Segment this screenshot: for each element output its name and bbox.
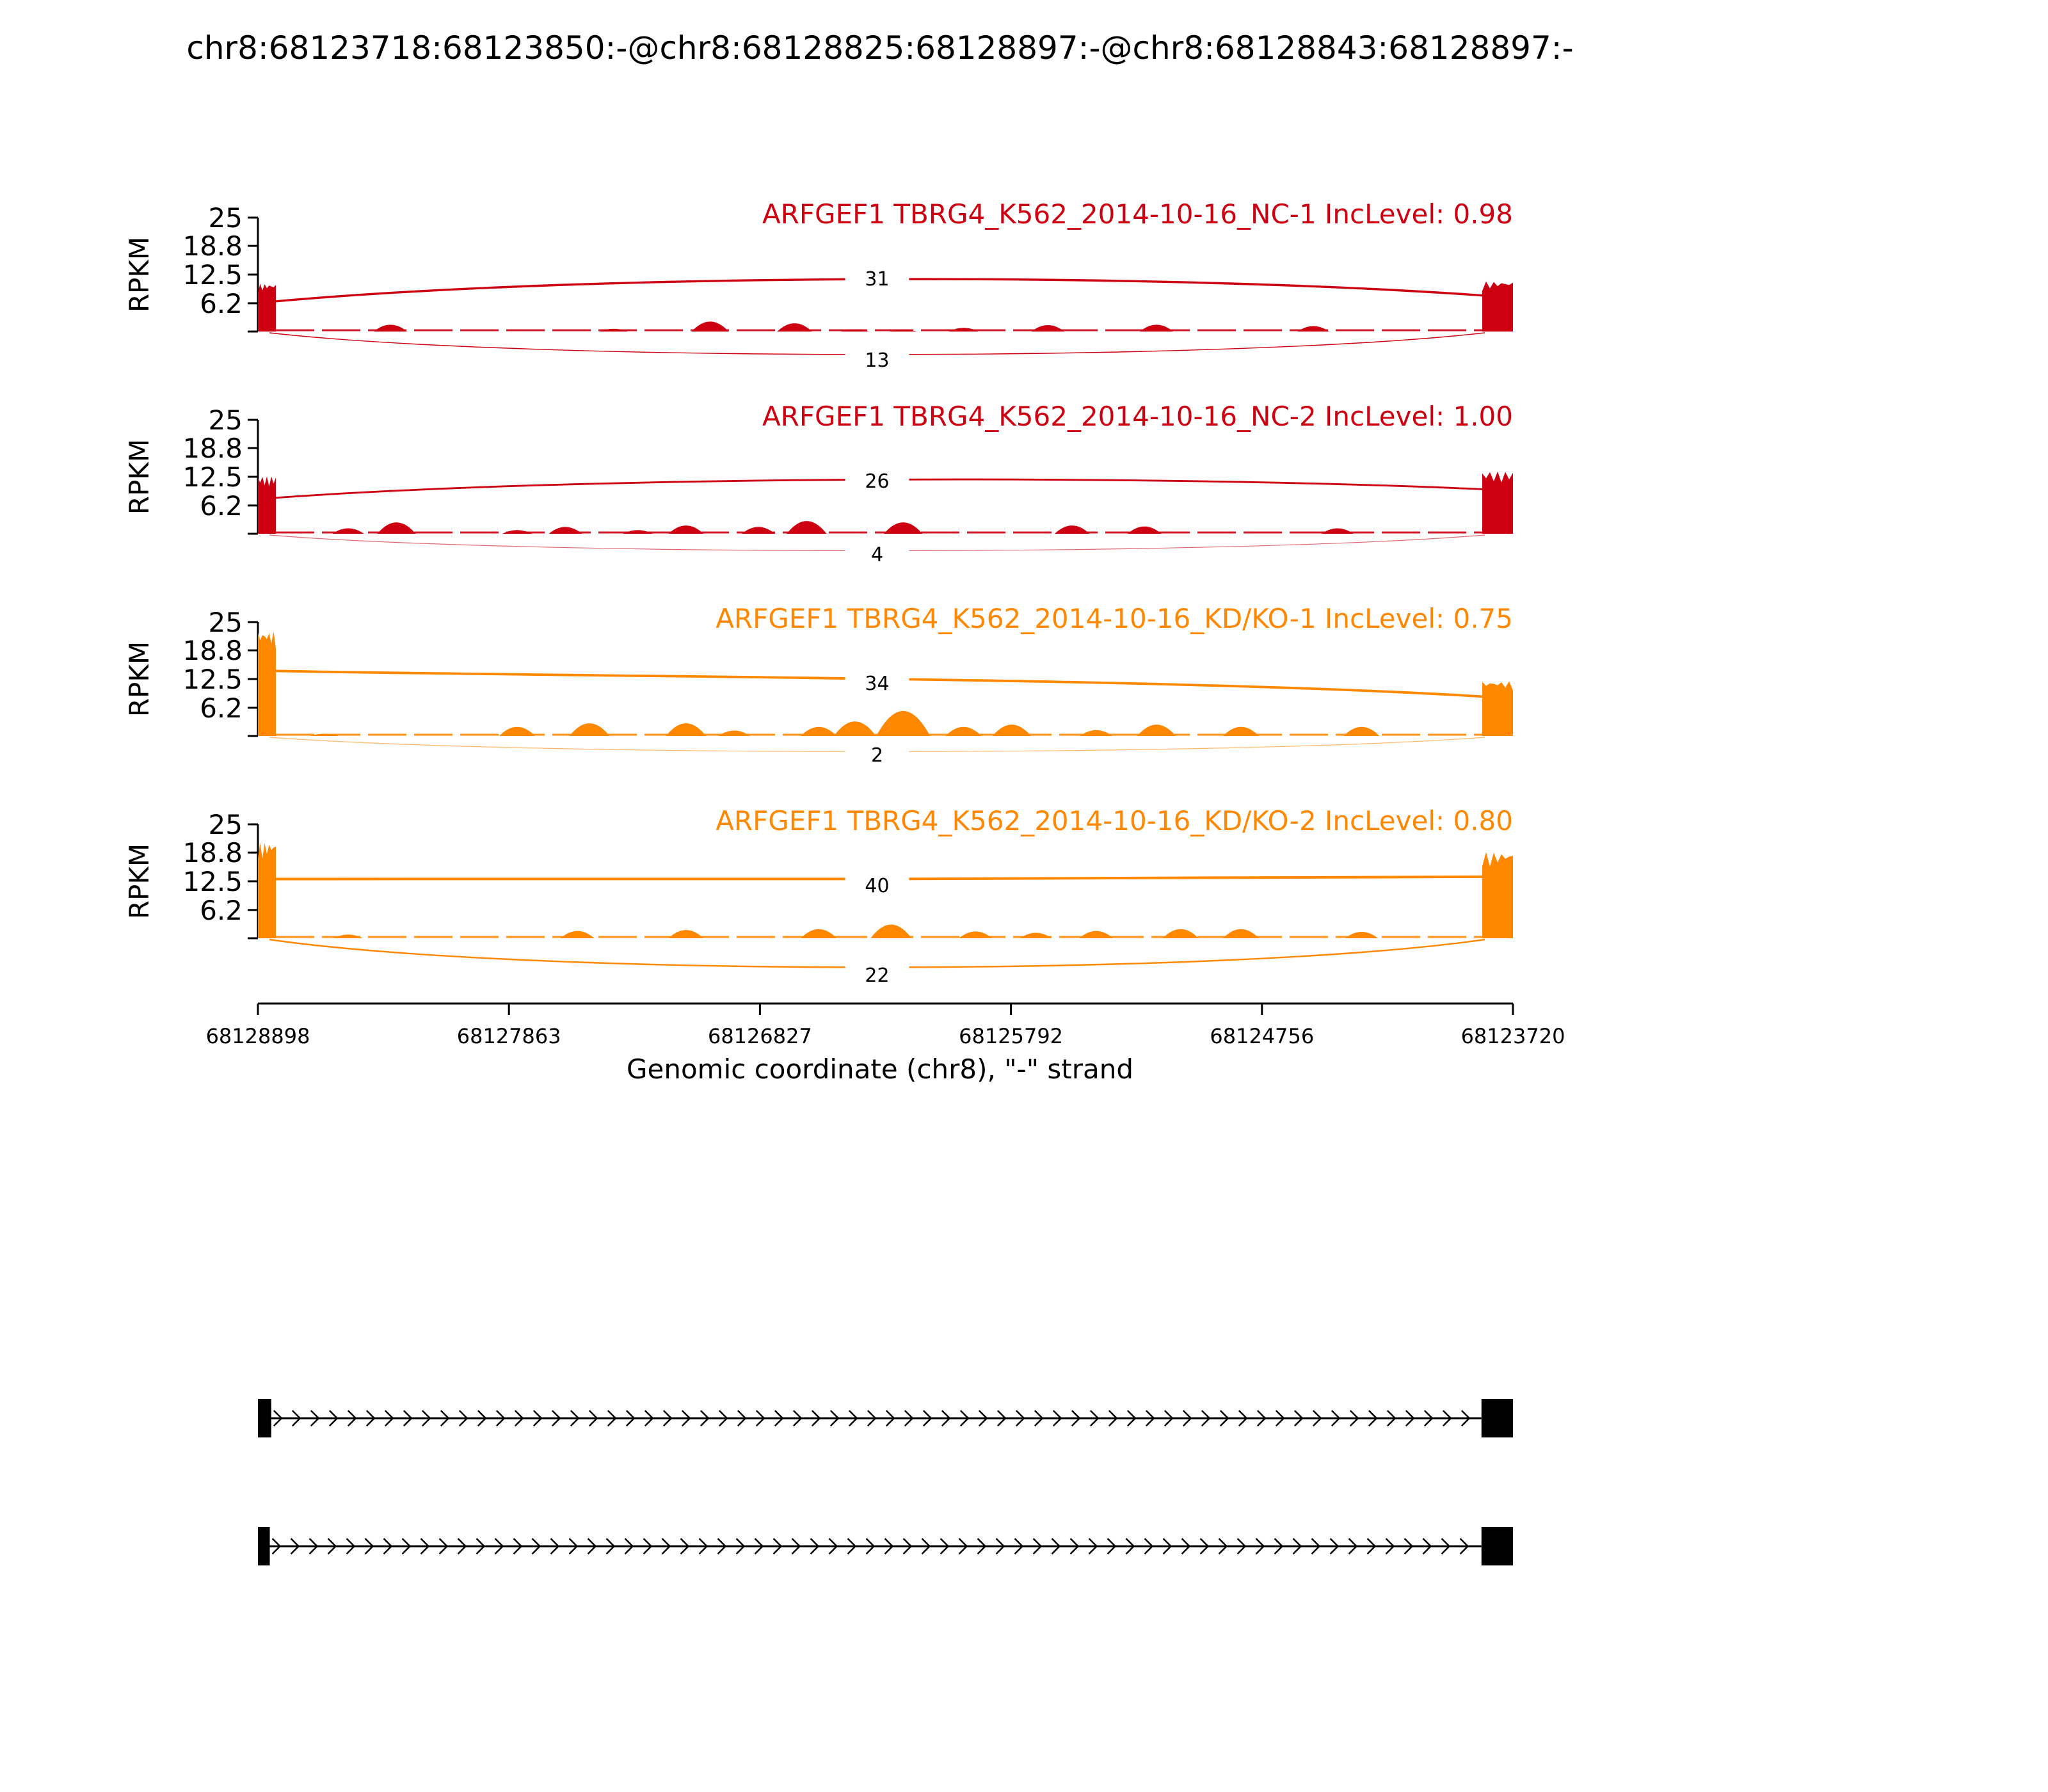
y-tick-label: 12.5 [182, 866, 243, 897]
junction-count-bottom: 22 [865, 964, 890, 987]
y-tick-label: 12.5 [182, 461, 243, 493]
y-tick-label: 18.8 [182, 230, 243, 262]
y-tick-label: 6.2 [200, 287, 243, 319]
x-axis-label: Genomic coordinate (chr8), "-" strand [626, 1053, 1134, 1085]
track-label: ARFGEF1 TBRG4_K562_2014-10-16_NC-1 IncLevel: 0.98 [762, 198, 1513, 230]
junction-count-top: 34 [865, 673, 890, 695]
coverage-exon-left [258, 284, 276, 332]
coverage-exon-right [1482, 682, 1513, 737]
y-axis-label: RPKM [124, 236, 155, 313]
y-tick-label: 25 [208, 202, 243, 234]
x-tick-label: 68124756 [1210, 1024, 1315, 1048]
y-tick-label: 18.8 [182, 837, 243, 869]
y-tick-label: 12.5 [182, 259, 243, 291]
y-tick-label: 12.5 [182, 664, 243, 695]
exon-right [1482, 1399, 1513, 1437]
track-label: ARFGEF1 TBRG4_K562_2014-10-16_NC-2 IncLevel: 1.00 [762, 401, 1513, 432]
junction-count-bottom: 2 [870, 744, 884, 767]
junction-count-top: 31 [865, 268, 890, 291]
y-tick-label: 6.2 [200, 894, 243, 926]
coverage-exon-right [1482, 472, 1513, 534]
exon-right [1482, 1527, 1513, 1565]
junction-count-bottom: 13 [865, 349, 890, 372]
x-tick-label: 68128898 [205, 1024, 310, 1048]
y-axis-label: RPKM [124, 843, 155, 920]
y-tick-label: 18.8 [182, 635, 243, 667]
x-tick-label: 68127863 [456, 1024, 561, 1048]
y-tick-label: 25 [208, 404, 243, 436]
y-tick-label: 6.2 [200, 692, 243, 724]
y-tick-label: 25 [208, 607, 243, 638]
chart-title: chr8:68123718:68123850:-@chr8:68128825:68128897:-@chr8:68128843:68128897:- [186, 29, 1574, 67]
coverage-exon-right [1482, 282, 1513, 332]
track-label: ARFGEF1 TBRG4_K562_2014-10-16_KD/KO-1 IncLevel: 0.75 [716, 603, 1513, 634]
y-tick-label: 25 [208, 809, 243, 840]
junction-count-bottom: 4 [870, 543, 884, 566]
x-tick-label: 68125792 [959, 1024, 1064, 1048]
y-tick-label: 18.8 [182, 433, 243, 465]
y-axis-label: RPKM [124, 641, 155, 717]
junction-count-top: 26 [865, 470, 890, 493]
y-axis-label: RPKM [124, 438, 155, 515]
y-tick-label: 6.2 [200, 490, 243, 522]
x-tick-label: 68123720 [1460, 1024, 1565, 1048]
coverage-exon-left [258, 631, 276, 736]
x-tick-label: 68126827 [707, 1024, 812, 1048]
track-label: ARFGEF1 TBRG4_K562_2014-10-16_KD/KO-2 IncLevel: 0.80 [716, 805, 1513, 836]
exon-left [258, 1527, 270, 1565]
exon-left [258, 1399, 271, 1437]
junction-count-top: 40 [865, 875, 890, 897]
coverage-exon-left [258, 476, 276, 534]
coverage-exon-right [1482, 852, 1513, 938]
coverage-exon-left [258, 843, 276, 939]
